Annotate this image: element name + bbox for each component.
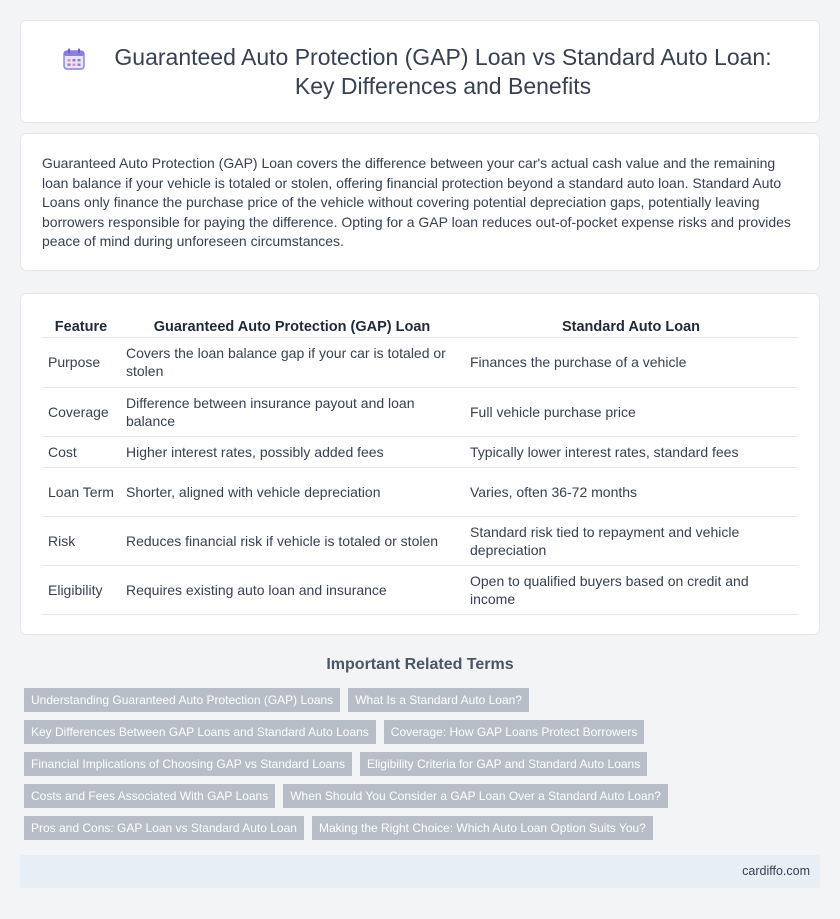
header-card [20, 20, 820, 123]
related-term-tag[interactable]: Making the Right Choice: Which Auto Loan Option Suits You? [312, 816, 653, 840]
table-row [42, 387, 798, 436]
table-row [42, 565, 798, 614]
column-header-standard: Standard Auto Loan [464, 318, 798, 337]
related-terms-tags [24, 688, 824, 848]
footer-brand-link[interactable]: cardiffo.com [742, 864, 810, 878]
related-term-tag[interactable]: What Is a Standard Auto Loan? [348, 688, 529, 712]
standard-cell: Varies, often 36-72 months [464, 467, 798, 516]
intro-card [20, 133, 820, 271]
related-term-tag[interactable]: Costs and Fees Associated With GAP Loans [24, 784, 275, 808]
feature-cell: Cost [42, 436, 120, 467]
tag-row [24, 752, 824, 776]
comparison-table-card [20, 293, 820, 635]
related-term-tag[interactable]: Eligibility Criteria for GAP and Standard Auto Loans [360, 752, 647, 776]
standard-cell: Finances the purchase of a vehicle [464, 337, 798, 387]
related-terms-heading: Important Related Terms [326, 656, 514, 673]
standard-cell: Typically lower interest rates, standard fees [464, 436, 798, 467]
tag-row [24, 688, 824, 712]
standard-cell: Full vehicle purchase price [464, 387, 798, 436]
related-term-tag[interactable]: Key Differences Between GAP Loans and Standard Auto Loans [24, 720, 376, 744]
intro-paragraph: Guaranteed Auto Protection (GAP) Loan covers the difference between your car's actual cash value and the remaining loan balance if your vehicle is totaled or stolen, offering financial protection beyond a standard auto loan. Standard Auto Loans only finance the purchase price of the vehicle without covering potential depreciation gaps, potentially leaving borrowers responsible for paying the difference. Opting for a GAP loan reduces out-of-pocket expense risks and provides peace of mind during unforeseen circumstances. [42, 155, 791, 250]
calendar-icon [61, 46, 87, 72]
standard-cell: Open to qualified buyers based on credit and income [464, 565, 798, 614]
feature-cell: Eligibility [42, 565, 120, 614]
related-term-tag[interactable]: Coverage: How GAP Loans Protect Borrowers [384, 720, 645, 744]
gap-cell: Difference between insurance payout and loan balance [120, 387, 464, 436]
feature-cell: Purpose [42, 337, 120, 387]
table-row [42, 337, 798, 387]
tag-row [24, 784, 824, 808]
table-row [42, 436, 798, 467]
standard-cell: Standard risk tied to repayment and vehicle depreciation [464, 516, 798, 565]
table-header-row [42, 318, 798, 337]
column-header-feature: Feature [42, 318, 120, 337]
tag-row [24, 720, 824, 744]
table-row [42, 467, 798, 516]
table-row [42, 516, 798, 565]
related-term-tag[interactable]: Financial Implications of Choosing GAP vs Standard Loans [24, 752, 352, 776]
related-term-tag[interactable]: Pros and Cons: GAP Loan vs Standard Auto Loan [24, 816, 304, 840]
page-title: Guaranteed Auto Protection (GAP) Loan vs Standard Auto Loan: Key Differences and Benefits [114, 43, 772, 99]
feature-cell: Coverage [42, 387, 120, 436]
gap-cell: Higher interest rates, possibly added fees [120, 436, 464, 467]
related-term-tag[interactable]: Understanding Guaranteed Auto Protection (GAP) Loans [24, 688, 340, 712]
header [21, 21, 819, 122]
comparison-table [42, 318, 798, 615]
footer [20, 855, 820, 888]
tag-row [24, 816, 824, 840]
gap-cell: Covers the loan balance gap if your car is totaled or stolen [120, 337, 464, 387]
gap-cell: Requires existing auto loan and insurance [120, 565, 464, 614]
gap-cell: Reduces financial risk if vehicle is totaled or stolen [120, 516, 464, 565]
feature-cell: Loan Term [42, 467, 120, 516]
column-header-gap: Guaranteed Auto Protection (GAP) Loan [120, 318, 464, 337]
feature-cell: Risk [42, 516, 120, 565]
gap-cell: Shorter, aligned with vehicle depreciation [120, 467, 464, 516]
related-term-tag[interactable]: When Should You Consider a GAP Loan Over a Standard Auto Loan? [283, 784, 668, 808]
